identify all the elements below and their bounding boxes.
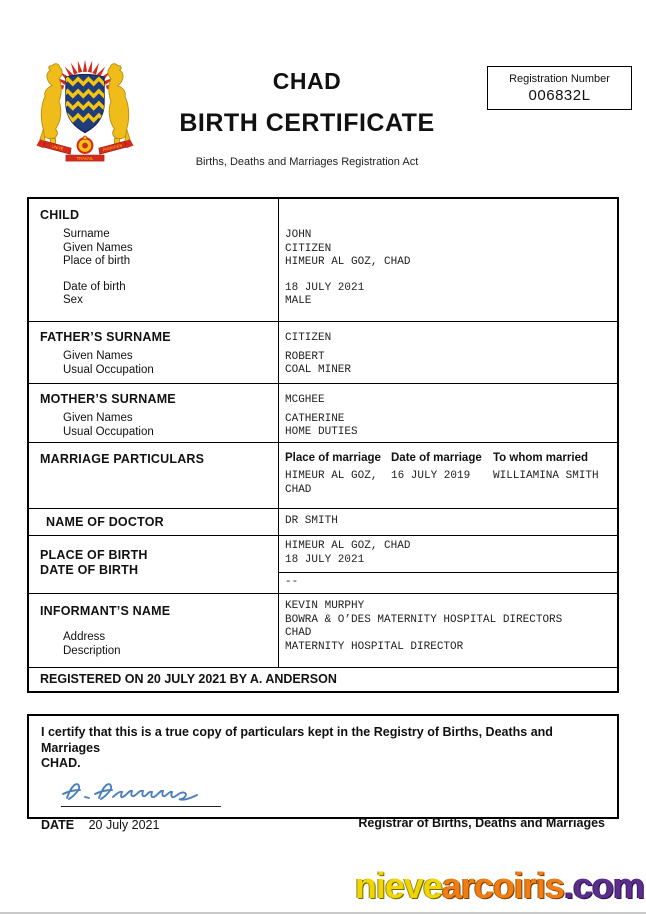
motto-unite-text: UNITÉ [51, 143, 65, 152]
registration-number-value: 006832L [528, 87, 591, 104]
registrar-signature [59, 776, 234, 807]
motto-progres-text: PROGRÈS [102, 142, 123, 153]
registered-row [29, 667, 617, 691]
date-label: DATE [41, 817, 75, 832]
birth-date-value: 18 JULY 2021 [285, 553, 365, 566]
father-occupation-label: Usual Occupation [63, 363, 154, 376]
informant-address-label: Address [63, 631, 106, 643]
document-title: BIRTH CERTIFICATE [179, 109, 435, 137]
certification-box [27, 714, 619, 832]
goat-supporter-icon [40, 64, 62, 147]
mother-occupation-value: HOME DUTIES [285, 426, 358, 438]
child-surname-value: JOHN [285, 229, 312, 241]
to-whom-married-value: WILLIAMINA SMITH [493, 470, 599, 482]
informant-description-label: Description [63, 644, 121, 657]
signature-icon [59, 776, 229, 806]
site-watermark [355, 865, 644, 907]
certify-statement-line2: CHAD. [41, 756, 81, 770]
date-of-birth-title: DATE OF BIRTH [40, 563, 139, 577]
father-given-names-value: ROBERT [285, 350, 325, 363]
registration-number-label: Registration Number [509, 73, 610, 85]
place-of-marriage-value: HIMEUR AL GOZ, CHAD [285, 470, 378, 496]
doctor-row [29, 508, 617, 535]
mother-row [29, 383, 617, 442]
mother-section-title: MOTHER’S SURNAME [40, 392, 176, 406]
father-given-names-label: Given Names [63, 350, 133, 362]
child-surname-label: Surname [63, 228, 110, 240]
mother-surname-value: MCGHEE [285, 394, 325, 406]
father-occupation-value: COAL MINER [285, 364, 352, 376]
child-sex-value: MALE [285, 295, 312, 307]
informant-section-title: INFORMANT’S NAME [40, 604, 171, 618]
watermark-part1: nieve [354, 865, 442, 906]
mother-given-names-value: CATHERINE [285, 412, 345, 425]
marriage-row [29, 442, 617, 508]
birth-row [29, 535, 617, 593]
chad-coat-of-arms [33, 56, 137, 164]
birth-extra-value: -- [285, 576, 299, 588]
child-given-names-label: Given Names [63, 241, 133, 254]
date-value: 20 July 2021 [88, 817, 160, 832]
date-of-marriage-label: Date of marriage [391, 452, 482, 464]
watermark-part3: .com [563, 865, 644, 906]
registered-statement: REGISTERED ON 20 JULY 2021 BY A. ANDERSON [40, 672, 337, 686]
father-surname-value: CITIZEN [285, 332, 332, 344]
father-section-title: FATHER’S SURNAME [40, 330, 171, 344]
child-date-of-birth-label: Date of birth [63, 280, 126, 293]
medal-icon [78, 136, 93, 153]
child-sex-label: Sex [63, 294, 83, 306]
child-place-of-birth-label: Place of birth [63, 255, 131, 267]
lion-supporter-icon [108, 64, 130, 147]
motto-travail-text: TRAVAIL [76, 155, 94, 161]
child-place-of-birth-value: HIMEUR AL GOZ, CHAD [285, 256, 411, 268]
child-given-names-value: CITIZEN [285, 242, 332, 255]
particulars-table [27, 197, 619, 693]
mother-given-names-label: Given Names [63, 412, 133, 424]
to-whom-married-label: To whom married [493, 452, 588, 464]
country-title: CHAD [272, 68, 342, 94]
place-of-marriage-label: Place of marriage [285, 452, 381, 464]
child-row [29, 199, 617, 321]
birth-place-value: HIMEUR AL GOZ, CHAD [285, 540, 411, 552]
marriage-section-title: MARRIAGE PARTICULARS [40, 452, 205, 466]
signature-line [61, 806, 221, 807]
informant-address-value: CHAD [285, 627, 312, 639]
certify-statement-line1: I certify that this is a true copy of particulars kept in the Registry of Births, Deaths and Marriages [41, 725, 553, 755]
watermark-part2: arcoiris [441, 865, 564, 906]
child-section-title: CHILD [40, 208, 80, 222]
doctor-section-title: NAME OF DOCTOR [46, 515, 164, 529]
informant-organisation-value: BOWRA & O’DES MATERNITY HOSPITAL DIRECTORS [285, 613, 563, 626]
child-date-of-birth-value: 18 JULY 2021 [285, 281, 365, 294]
header-titles [157, 68, 457, 168]
father-row [29, 321, 617, 383]
doctor-name-value: DR SMITH [285, 515, 338, 528]
informant-description-value: MATERNITY HOSPITAL DIRECTOR [285, 640, 464, 653]
date-of-marriage-value: 16 JULY 2019 [391, 470, 471, 482]
mother-occupation-label: Usual Occupation [63, 425, 154, 438]
informant-name-value: KEVIN MURPHY [285, 600, 365, 612]
place-of-birth-title: PLACE OF BIRTH [40, 548, 148, 562]
informant-row [29, 593, 617, 667]
act-subtitle: Births, Deaths and Marriages Registration Act [195, 156, 419, 168]
registrar-title: Registrar of Births, Deaths and Marriages [358, 815, 605, 830]
registration-number-box [487, 66, 632, 110]
